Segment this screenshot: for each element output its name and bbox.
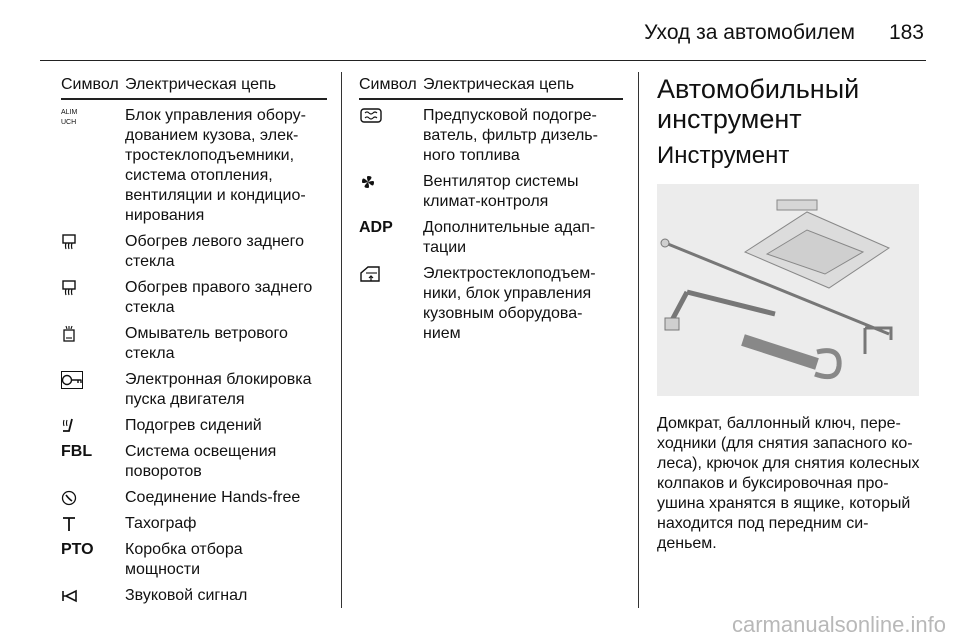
- symbol-label: ADP: [359, 219, 393, 236]
- section-subheading: Инструмент: [657, 142, 790, 169]
- column-divider-1: [341, 72, 342, 608]
- table-header: [61, 76, 327, 100]
- table-row: [61, 232, 327, 272]
- symbol-label: PTO: [61, 541, 94, 558]
- table-row: [61, 586, 327, 606]
- circuit-text: Обогрев левого заднего стекла: [125, 233, 305, 270]
- table-row: [359, 218, 623, 258]
- circuit-text: Омыватель ветрового стекла: [125, 325, 288, 362]
- circuit-text: Дополнительные адап- тации: [423, 219, 596, 256]
- circuit-text: Система освещения поворотов: [125, 443, 277, 480]
- table-row: [359, 264, 623, 344]
- column-circuit: Электрическая цепь: [125, 76, 277, 93]
- rear-window-heater-left-icon: [61, 232, 125, 272]
- symbol-label: FBL: [61, 443, 93, 460]
- circuit-text: Обогрев правого заднего стекла: [125, 279, 313, 316]
- table-row: [61, 514, 327, 534]
- rear-window-heater-right-icon: [61, 278, 125, 318]
- table-row: [61, 278, 327, 318]
- tachograph-icon: [61, 514, 125, 534]
- column-symbol: Символ: [359, 76, 417, 93]
- page-header: [40, 18, 924, 48]
- table-header: [359, 76, 623, 100]
- table-row: [61, 540, 327, 580]
- circuit-text: Коробка отбора мощности: [125, 541, 243, 578]
- column-circuit: Электрическая цепь: [423, 76, 575, 93]
- table-row: [359, 172, 623, 212]
- power-window-icon: [359, 264, 423, 344]
- seat-heating-icon: [61, 416, 125, 436]
- table-row: [61, 324, 327, 364]
- column-symbol: Символ: [61, 76, 119, 93]
- section-heading: Автомобильный инструмент: [657, 74, 860, 134]
- table-row: [61, 370, 327, 410]
- header-rule: [40, 60, 926, 61]
- header-title: Уход за автомобилем: [644, 21, 855, 44]
- circuit-text: Тахограф: [125, 515, 197, 532]
- tools-paragraph: Домкрат, баллонный ключ, пере- ходники (для снятия запасного ко- леса), крючок для снятия колесных колпаков и буксировочная про- ушина хранятся в ящике, который находится под передним си- деньем.: [657, 415, 920, 552]
- table-row: [359, 106, 623, 166]
- table-row: [61, 442, 327, 482]
- circuit-text: Электронная блокировка пуска двигателя: [125, 371, 312, 408]
- circuit-text: Электростеклоподъем- ники, блок управления кузовным оборудова- нием: [423, 265, 596, 342]
- immobiliser-key-icon: [61, 370, 125, 410]
- horn-icon: [61, 586, 125, 606]
- hands-free-icon: [61, 488, 125, 508]
- column-divider-2: [638, 72, 639, 608]
- table-row: [61, 416, 327, 436]
- circuit-text: Предпусковой подогре- ватель, фильтр дизель- ного топлива: [423, 107, 598, 164]
- circuit-text: Вентилятор системы климат-контроля: [423, 173, 579, 210]
- windscreen-washer-icon: [61, 324, 125, 364]
- fan-icon: [359, 172, 423, 212]
- table-row: [61, 488, 327, 508]
- page-number: 183: [888, 21, 924, 44]
- circuit-text: Блок управления обору- дованием кузова, элек- тростеклоподъемники, система отопления, вентиляции и кондицио- нирования: [125, 107, 306, 224]
- watermark: carmanualsonline.info: [731, 612, 946, 637]
- tools-section: [657, 74, 927, 554]
- circuit-text: Подогрев сидений: [125, 417, 262, 434]
- car-tools-illustration: [657, 184, 919, 396]
- circuit-text: Соединение Hands-free: [125, 489, 301, 506]
- alim-uch-text-icon: ALIM UCH: [61, 109, 78, 126]
- circuit-text: Звуковой сигнал: [125, 587, 248, 604]
- table-row: [61, 106, 327, 226]
- middle-fuse-table: [359, 76, 623, 350]
- preheater-icon: [359, 106, 423, 166]
- left-fuse-table: [61, 76, 327, 612]
